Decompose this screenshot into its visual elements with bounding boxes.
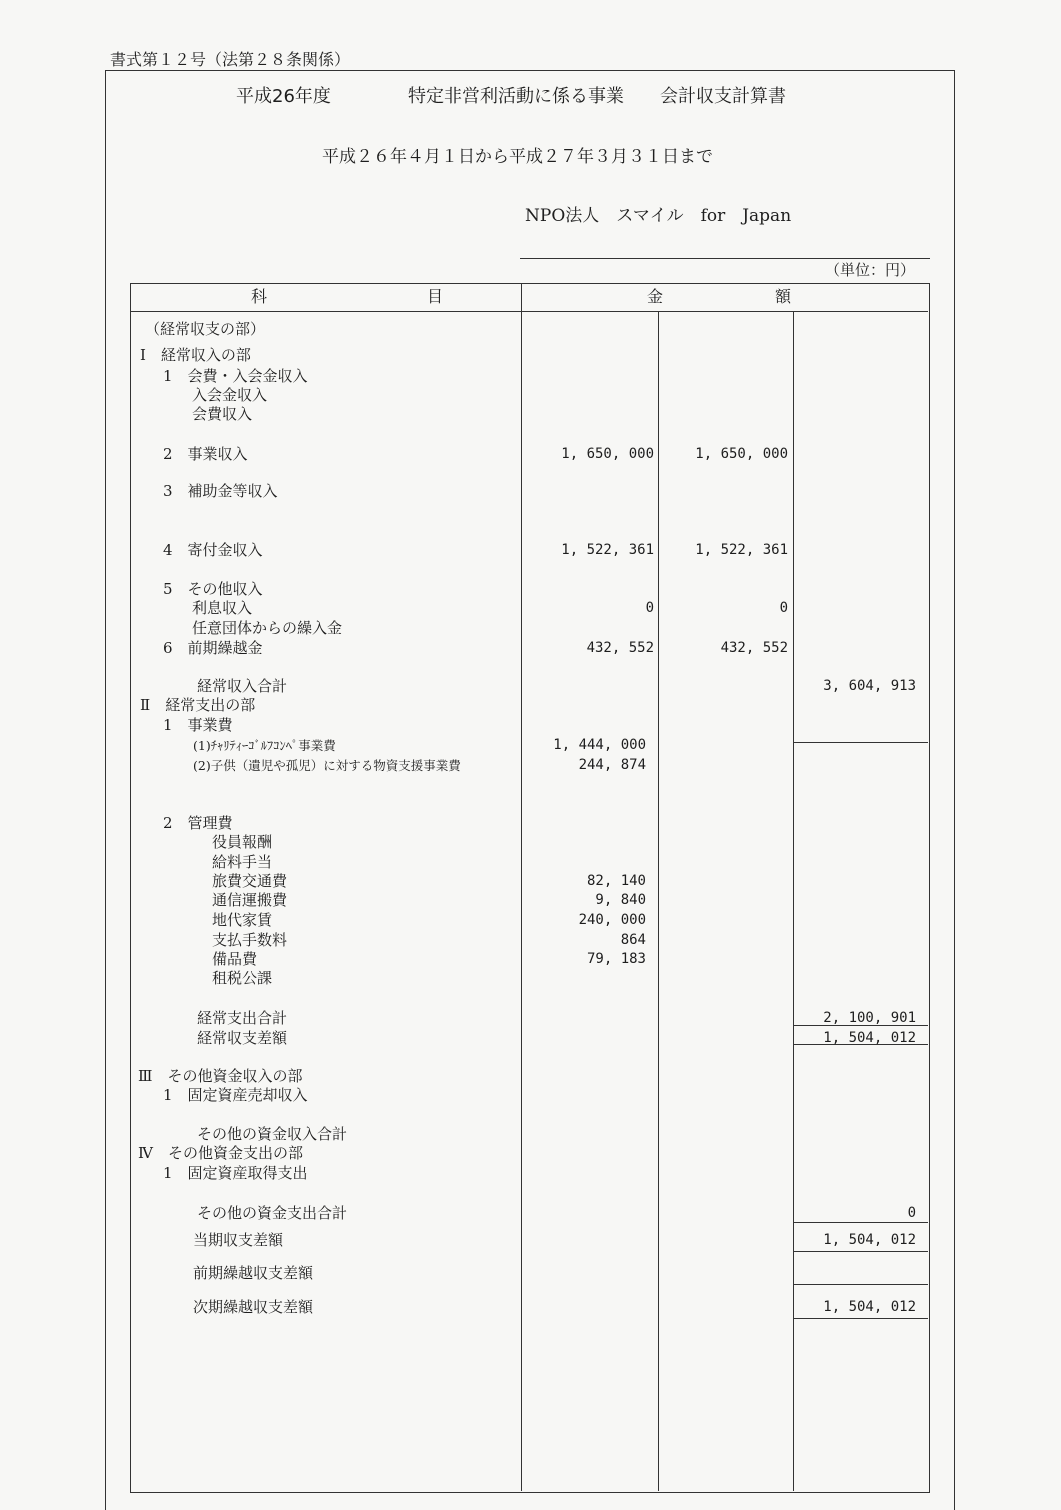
row-amount-a: 1, 650, 000 (561, 446, 654, 462)
row-label: 1 会費・入会金収入 (163, 367, 308, 385)
row-label: 5 その他収入 (163, 580, 263, 598)
row-amount-b: 1, 522, 361 (695, 542, 788, 558)
row-label: 3 補助金等収入 (163, 482, 278, 500)
row-amount-c: 1, 504, 012 (823, 1299, 916, 1315)
row-label: 利息収入 (192, 599, 253, 617)
row-label: 支払手数料 (212, 931, 288, 949)
row-label: 給料手当 (212, 853, 273, 871)
row-label: 経常収入合計 (197, 677, 288, 695)
row-label: 次期繰越収支差額 (193, 1298, 314, 1316)
row-label: 入会金収入 (192, 386, 268, 404)
row-amount-c: 3, 604, 913 (823, 678, 916, 694)
header-divider (131, 311, 928, 312)
row-amount-b: 432, 552 (720, 640, 788, 656)
row-label: Ⅰ 経常収入の部 (140, 346, 251, 364)
unit-label: （単位：円） (825, 261, 916, 279)
row-label: 租税公課 (212, 969, 273, 987)
amount-subcol-divider-2 (793, 311, 794, 1491)
row-label: 経常収支差額 (197, 1029, 288, 1047)
row-label: 任意団体からの繰入金 (192, 619, 343, 637)
row-label: その他の資金支出合計 (197, 1204, 348, 1222)
row-label: 役員報酬 (212, 833, 273, 851)
row-label: 2 管理費 (163, 814, 233, 832)
row-label: 4 寄付金収入 (163, 541, 263, 559)
row-amount-b: 1, 650, 000 (695, 446, 788, 462)
row-amount-a: 0 (645, 600, 654, 616)
organization-name: NPO法人 スマイル for Japan (525, 206, 792, 226)
row-label: 会費収入 (192, 405, 253, 423)
row-amount-a: 1, 444, 000 (553, 737, 646, 753)
rule (793, 1222, 928, 1223)
rule (793, 1318, 928, 1319)
business-type: 特定非営利活動に係る事業 (408, 86, 624, 107)
column-header-subject: 科 目 (251, 287, 444, 306)
rule (793, 742, 928, 743)
row-label: 6 前期繰越金 (163, 639, 263, 657)
rule (793, 1251, 928, 1252)
row-amount-a: 864 (620, 932, 646, 948)
row-amount-a: 244, 874 (578, 757, 646, 773)
row-label: 地代家賃 (212, 911, 273, 929)
document-title: 会計収支計算書 (660, 86, 786, 107)
column-header-amount: 金 額 (647, 287, 792, 306)
row-label: 旅費交通費 (212, 872, 288, 890)
form-code: 書式第１２号（法第２８条関係） (110, 50, 351, 69)
row-amount-c: 0 (907, 1205, 916, 1221)
row-label: (2)子供（遺児や孤児）に対する物資支援事業費 (193, 758, 461, 773)
amount-col-divider (521, 284, 522, 1491)
row-label: 通信運搬費 (212, 891, 288, 909)
row-amount-c: 2, 100, 901 (823, 1010, 916, 1026)
amount-subcol-divider-1 (658, 311, 659, 1491)
row-amount-a: 1, 522, 361 (561, 542, 654, 558)
row-label: その他の資金収入合計 (197, 1125, 348, 1143)
fiscal-year: 平成26年度 (236, 86, 331, 107)
row-label: 1 固定資産取得支出 (163, 1164, 308, 1182)
row-label: Ⅳ その他資金支出の部 (138, 1144, 303, 1162)
row-label: (1)ﾁｬﾘﾃｨｰｺﾞﾙﾌｺﾝﾍﾟ事業費 (193, 738, 336, 753)
row-amount-b: 0 (779, 600, 788, 616)
row-label: Ⅲ その他資金収入の部 (138, 1067, 303, 1085)
row-amount-c: 1, 504, 012 (823, 1232, 916, 1248)
row-label: 1 事業費 (163, 716, 233, 734)
row-label: 経常支出合計 (197, 1009, 288, 1027)
row-amount-a: 79, 183 (586, 951, 646, 967)
row-label: Ⅱ 経常支出の部 (140, 696, 256, 714)
row-label: （経常収支の部） (145, 320, 266, 338)
row-amount-c: 1, 504, 012 (823, 1030, 916, 1046)
row-label: 前期繰越収支差額 (193, 1264, 314, 1282)
row-label: 2 事業収入 (163, 445, 248, 463)
row-label: 当期収支差額 (193, 1231, 284, 1249)
row-amount-a: 9, 840 (595, 892, 646, 908)
row-amount-a: 240, 000 (578, 912, 646, 928)
organization-underline (520, 258, 930, 259)
row-amount-a: 82, 140 (586, 873, 646, 889)
period: 平成２６年４月１日から平成２７年３月３１日まで (322, 147, 713, 167)
row-label: 1 固定資産売却収入 (163, 1086, 308, 1104)
row-amount-a: 432, 552 (586, 640, 654, 656)
rule (793, 1284, 928, 1285)
row-label: 備品費 (212, 950, 258, 968)
